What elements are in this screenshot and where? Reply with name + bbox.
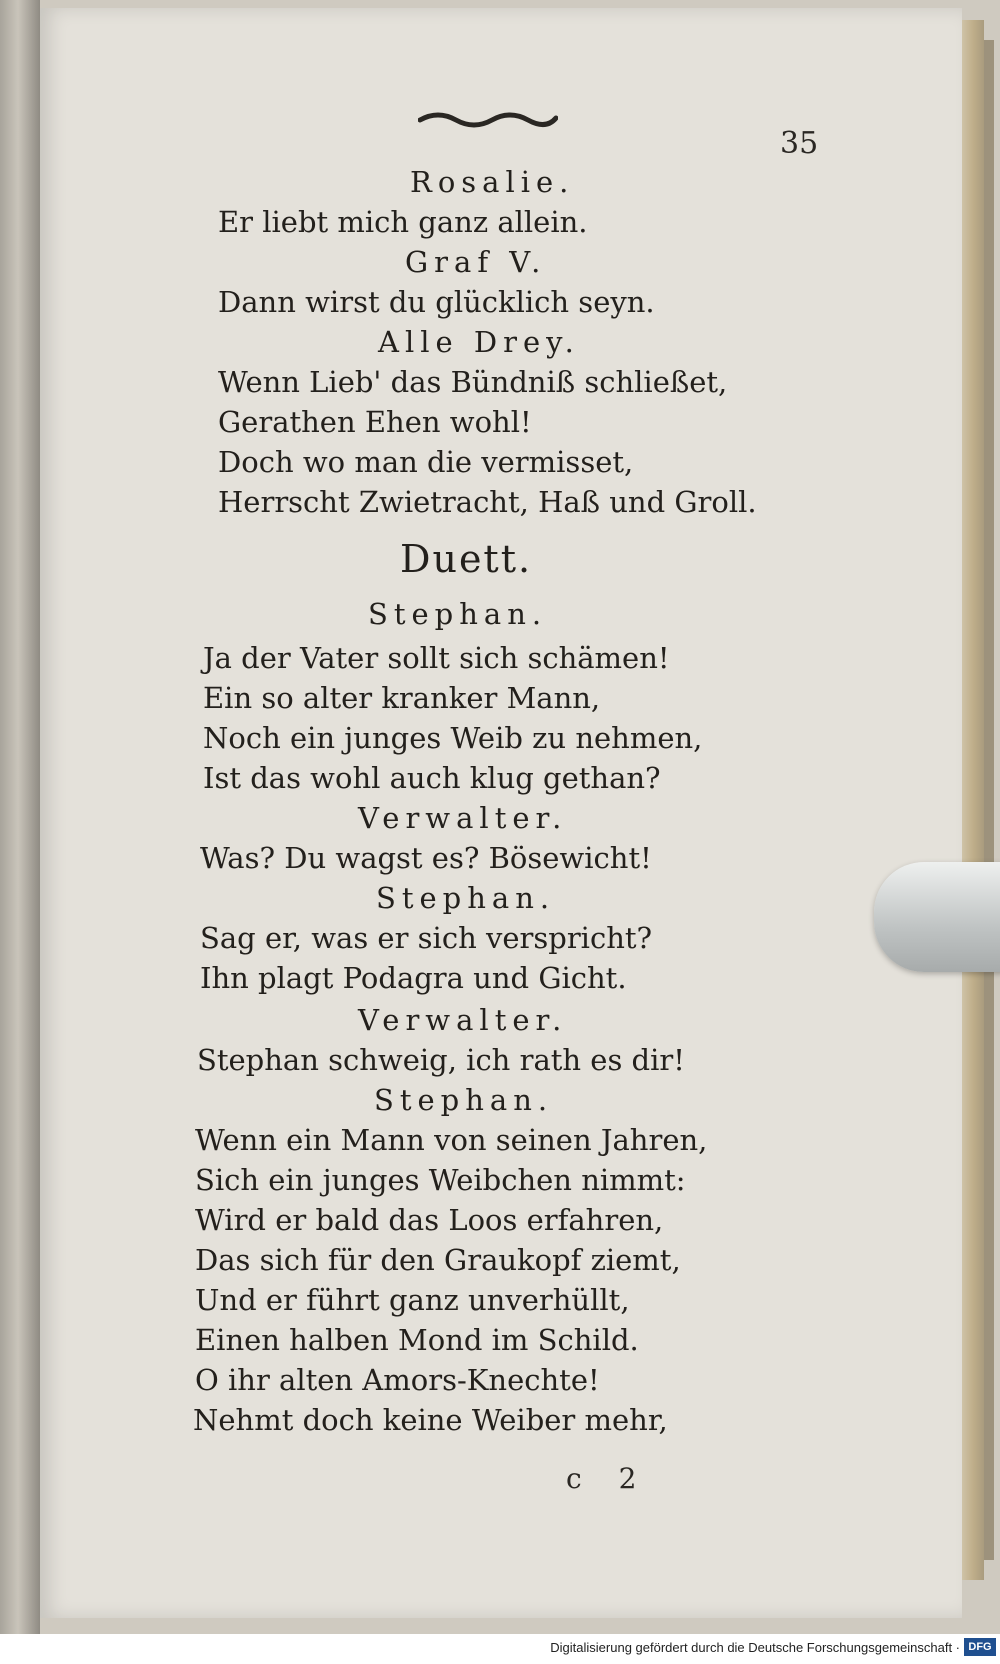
- verse-line: Wird er bald das Loos erfahren,: [195, 1203, 664, 1237]
- speaker-stephan: Stephan.: [374, 1083, 554, 1117]
- verse-line: Gerathen Ehen wohl!: [218, 405, 532, 439]
- footer-credit: Digitalisierung gefördert durch die Deutsche Forschungsgemeinschaft ·: [550, 1640, 960, 1655]
- verse-line: Wenn ein Mann von seinen Jahren,: [195, 1123, 708, 1157]
- verse-line: Stephan schweig, ich rath es dir!: [197, 1043, 685, 1077]
- verse-line: Und er führt ganz unverhüllt,: [195, 1283, 630, 1317]
- speaker-alle-drey: Alle Drey.: [378, 325, 580, 359]
- verse-line: Dann wirst du glücklich seyn.: [218, 285, 655, 319]
- verse-line: Ihn plagt Podagra und Gicht.: [200, 961, 627, 995]
- speaker-verwalter: Verwalter.: [358, 1003, 568, 1037]
- verse-line: Er liebt mich ganz allein.: [218, 205, 588, 239]
- verse-line: Doch wo man die vermisset,: [218, 445, 634, 479]
- verse-line: Einen halben Mond im Schild.: [195, 1323, 639, 1357]
- verse-line: O ihr alten Amors-Knechte!: [195, 1363, 600, 1397]
- verse-line: Was? Du wagst es? Bösewicht!: [200, 841, 652, 875]
- page-block-edge: [962, 20, 984, 1580]
- ornament-rule-icon: [418, 104, 558, 134]
- speaker-stephan: Stephan.: [368, 597, 548, 631]
- verse-line: Nehmt doch keine Weiber mehr,: [193, 1403, 668, 1437]
- signature-mark: c 2: [566, 1462, 651, 1495]
- verse-line: Ist das wohl auch klug gethan?: [203, 761, 661, 795]
- speaker-graf: Graf V.: [405, 245, 547, 279]
- verse-line: Sag er, was er sich verspricht?: [200, 921, 653, 955]
- speaker-verwalter: Verwalter.: [358, 801, 568, 835]
- verse-line: Das sich für den Graukopf ziemt,: [195, 1243, 681, 1277]
- section-title-duett: Duett.: [400, 537, 533, 581]
- verse-line: Sich ein junges Weibchen nimmt:: [195, 1163, 686, 1197]
- page-block-shadow: [984, 40, 994, 1560]
- verse-line: Wenn Lieb' das Bündniß schließet,: [218, 365, 728, 399]
- dfg-logo: DFG: [964, 1638, 996, 1656]
- previous-page-edge: [0, 0, 40, 1664]
- verse-line: Ein so alter kranker Mann,: [203, 681, 601, 715]
- speaker-rosalie: Rosalie.: [410, 165, 575, 199]
- page-number: 35: [780, 126, 819, 161]
- book-clip: [874, 862, 1000, 972]
- verse-line: Herrscht Zwietracht, Haß und Groll.: [218, 485, 757, 519]
- speaker-stephan: Stephan.: [376, 881, 556, 915]
- verse-line: Noch ein junges Weib zu nehmen,: [203, 721, 703, 755]
- verse-line: Ja der Vater sollt sich schämen!: [203, 641, 670, 675]
